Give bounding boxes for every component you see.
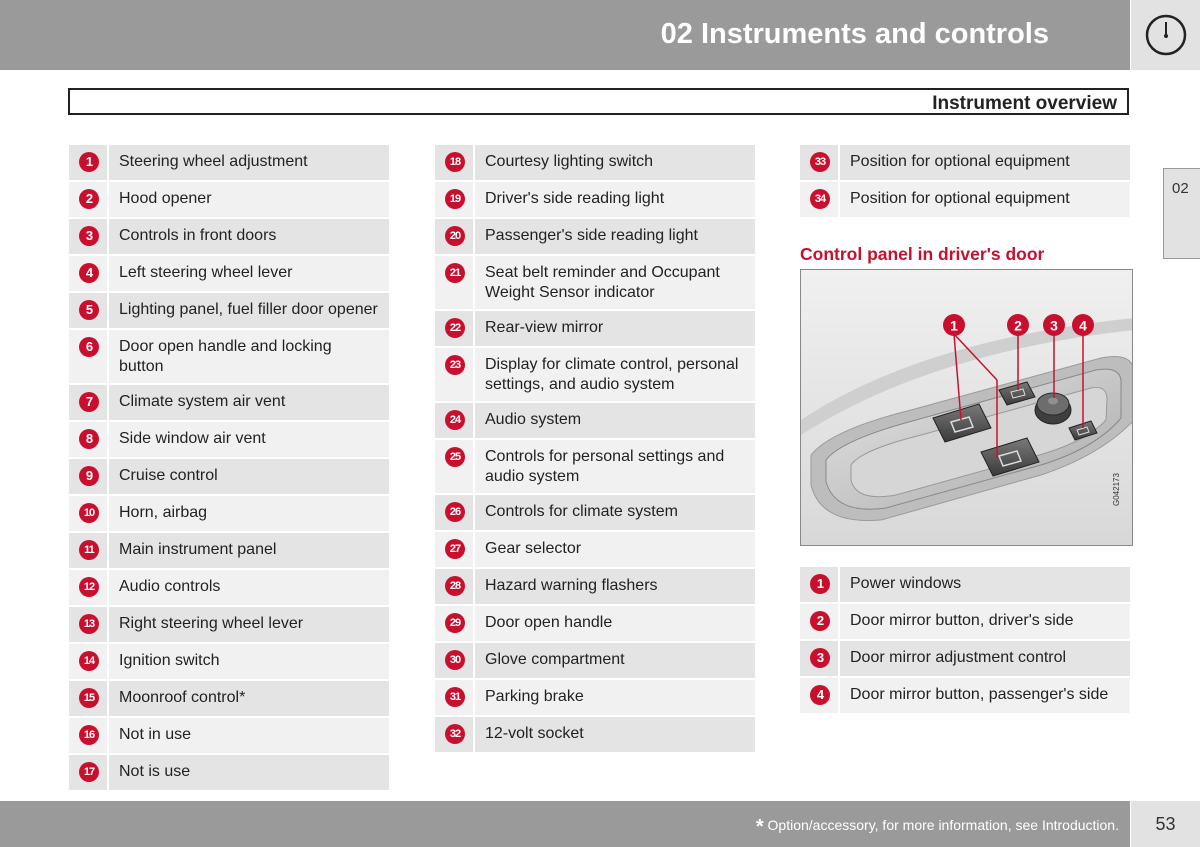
callout-2	[1007, 314, 1029, 336]
list-item-text: Climate system air vent	[109, 385, 389, 420]
number-badge: 28	[445, 576, 465, 596]
list-item-text: Door mirror adjustment control	[840, 641, 1130, 676]
list-item	[435, 403, 755, 438]
number-badge: 4	[810, 685, 830, 705]
list-item-text: Display for climate control, personal settings, and audio system	[475, 348, 755, 401]
list-item-text: Driver's side reading light	[475, 182, 755, 217]
list-item	[69, 145, 389, 180]
number-badge: 1	[810, 574, 830, 594]
list-item-text: Power windows	[840, 567, 1130, 602]
list-item-text: Left steering wheel lever	[109, 256, 389, 291]
list-item	[435, 145, 755, 180]
list-item-text: Right steering wheel lever	[109, 607, 389, 642]
list-item-text: Parking brake	[475, 680, 755, 715]
number-badge: 31	[445, 687, 465, 707]
list-item-text: Door open handle and locking button	[109, 330, 389, 383]
number-badge: 17	[79, 762, 99, 782]
footnote	[756, 816, 1119, 839]
component-list-column-2	[435, 143, 755, 754]
list-item-text: Controls for personal settings and audio system	[475, 440, 755, 493]
list-item	[435, 569, 755, 604]
list-item	[800, 182, 1130, 217]
number-badge: 19	[445, 189, 465, 209]
number-badge: 5	[79, 300, 99, 320]
number-badge: 30	[445, 650, 465, 670]
number-badge: 29	[445, 613, 465, 633]
number-badge: 33	[810, 152, 830, 172]
list-item	[800, 604, 1130, 639]
list-item-text: Controls for climate system	[475, 495, 755, 530]
footer-bar	[0, 801, 1130, 847]
list-item	[69, 330, 389, 383]
number-badge: 2	[810, 611, 830, 631]
list-item	[69, 293, 389, 328]
number-badge: 20	[445, 226, 465, 246]
number-badge: 24	[445, 410, 465, 430]
number-badge: 15	[79, 688, 99, 708]
list-item	[69, 496, 389, 531]
side-tab-label: 02	[1172, 180, 1189, 197]
list-item-text: Hood opener	[109, 182, 389, 217]
list-item	[69, 607, 389, 642]
footnote-text: Option/accessory, for more information, see Introduction.	[767, 817, 1119, 833]
component-list-column-1	[69, 143, 389, 792]
callout-1	[943, 314, 965, 336]
callout-3	[1043, 314, 1065, 336]
number-badge: 26	[445, 502, 465, 522]
callout-label: 1	[950, 317, 958, 334]
number-badge: 9	[79, 466, 99, 486]
list-item	[69, 570, 389, 605]
section-title: Instrument overview	[932, 93, 1117, 114]
number-badge: 4	[79, 263, 99, 283]
list-item	[800, 567, 1130, 602]
list-item	[435, 440, 755, 493]
list-item	[69, 182, 389, 217]
list-item	[435, 532, 755, 567]
list-item	[435, 680, 755, 715]
number-badge: 3	[79, 226, 99, 246]
list-item-text: Steering wheel adjustment	[109, 145, 389, 180]
list-item	[800, 145, 1130, 180]
list-item	[435, 348, 755, 401]
list-item	[435, 219, 755, 254]
list-item	[69, 533, 389, 568]
list-item-text: Seat belt reminder and Occupant Weight Sensor indicator	[475, 256, 755, 309]
list-item-text: Side window air vent	[109, 422, 389, 457]
list-item	[800, 641, 1130, 676]
number-badge: 8	[79, 429, 99, 449]
number-badge: 25	[445, 447, 465, 467]
list-item-text: Position for optional equipment	[840, 145, 1130, 180]
list-item-text: Not is use	[109, 755, 389, 790]
chapter-side-tab[interactable]	[1163, 168, 1200, 259]
list-item	[435, 495, 755, 530]
list-item-text: Cruise control	[109, 459, 389, 494]
list-item-text: Moonroof control*	[109, 681, 389, 716]
list-item-text: Passenger's side reading light	[475, 219, 755, 254]
number-badge: 3	[810, 648, 830, 668]
list-item-text: Main instrument panel	[109, 533, 389, 568]
number-badge: 34	[810, 189, 830, 209]
figure-code: G042173	[1112, 473, 1121, 506]
list-item-text: Position for optional equipment	[840, 182, 1130, 217]
component-list-column-3	[800, 143, 1130, 219]
list-item	[69, 219, 389, 254]
number-badge: 10	[79, 503, 99, 523]
callout-label: 4	[1079, 317, 1087, 334]
list-item-text: Rear-view mirror	[475, 311, 755, 346]
number-badge: 2	[79, 189, 99, 209]
header-bar	[0, 0, 1130, 70]
list-item-text: Door mirror button, driver's side	[840, 604, 1130, 639]
list-item-text: Controls in front doors	[109, 219, 389, 254]
number-badge: 7	[79, 392, 99, 412]
list-item	[435, 311, 755, 346]
callout-4	[1072, 314, 1094, 336]
list-item	[69, 755, 389, 790]
list-item-text: Gear selector	[475, 532, 755, 567]
chapter-icon-box	[1131, 0, 1200, 70]
number-badge: 23	[445, 355, 465, 375]
section-header	[68, 88, 1129, 115]
number-badge: 21	[445, 263, 465, 283]
list-item	[69, 718, 389, 753]
list-item	[435, 182, 755, 217]
number-badge: 32	[445, 724, 465, 744]
page-number-box	[1131, 801, 1200, 847]
list-item	[435, 717, 755, 752]
list-item	[69, 422, 389, 457]
callout-label: 3	[1050, 317, 1058, 334]
list-item-text: Lighting panel, fuel filler door opener	[109, 293, 389, 328]
list-item	[69, 459, 389, 494]
list-item-text: Courtesy lighting switch	[475, 145, 755, 180]
number-badge: 1	[79, 152, 99, 172]
number-badge: 13	[79, 614, 99, 634]
number-badge: 18	[445, 152, 465, 172]
number-badge: 27	[445, 539, 465, 559]
list-item	[69, 644, 389, 679]
list-item	[435, 606, 755, 641]
footnote-star: *	[755, 816, 764, 838]
list-item-text: Door mirror button, passenger's side	[840, 678, 1130, 713]
door-panel-drawing	[801, 270, 1133, 546]
list-item	[435, 256, 755, 309]
list-item	[800, 678, 1130, 713]
list-item-text: 12-volt socket	[475, 717, 755, 752]
list-item	[69, 256, 389, 291]
list-item-text: Audio controls	[109, 570, 389, 605]
gauge-icon	[1144, 13, 1188, 57]
list-item-text: Not in use	[109, 718, 389, 753]
door-panel-heading: Control panel in driver's door	[800, 244, 1045, 264]
list-item	[69, 385, 389, 420]
list-item-text: Hazard warning flashers	[475, 569, 755, 604]
door-control-panel-illustration	[800, 269, 1133, 546]
page-number: 53	[1155, 814, 1176, 834]
mirror-adjustment-knob	[1035, 393, 1071, 424]
list-item-text: Door open handle	[475, 606, 755, 641]
number-badge: 6	[79, 337, 99, 357]
callout-label: 2	[1014, 317, 1022, 334]
number-badge: 22	[445, 318, 465, 338]
door-panel-legend	[800, 565, 1130, 715]
number-badge: 14	[79, 651, 99, 671]
list-item-text: Horn, airbag	[109, 496, 389, 531]
chapter-title: 02 Instruments and controls	[660, 18, 1049, 50]
list-item-text: Ignition switch	[109, 644, 389, 679]
number-badge: 16	[79, 725, 99, 745]
number-badge: 12	[79, 577, 99, 597]
list-item-text: Glove compartment	[475, 643, 755, 678]
number-badge: 11	[79, 540, 99, 560]
list-item	[435, 643, 755, 678]
list-item	[69, 681, 389, 716]
list-item-text: Audio system	[475, 403, 755, 438]
